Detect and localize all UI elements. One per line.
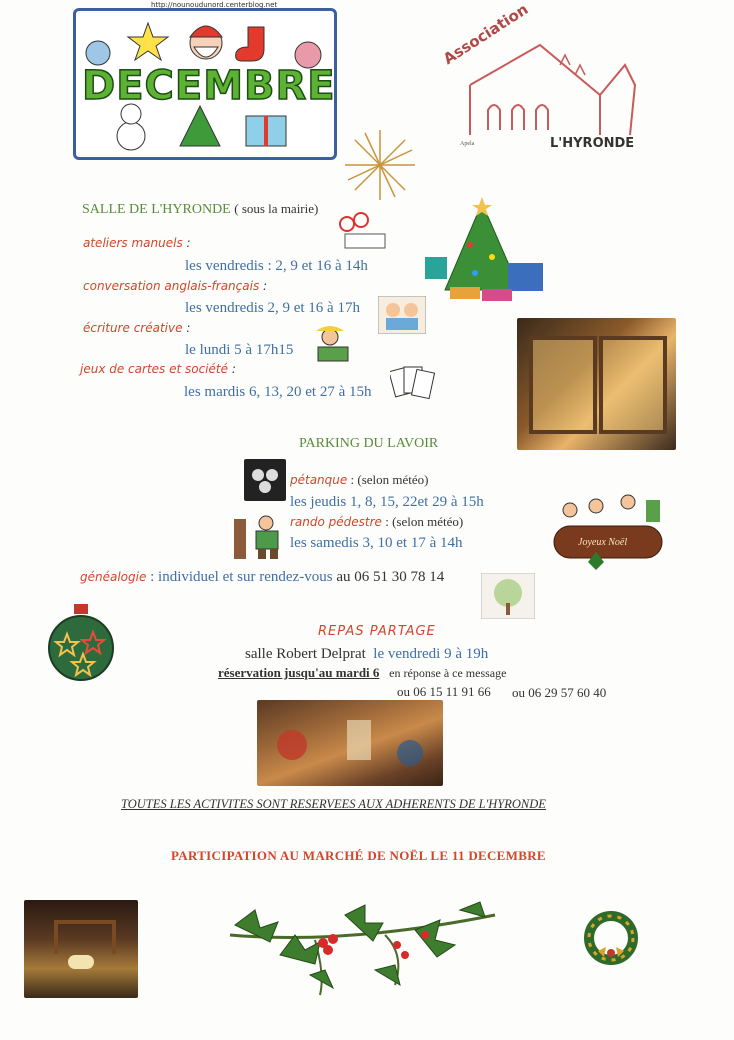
repas-place-line	[245, 646, 488, 663]
hiker-icon	[232, 509, 288, 561]
repas-reservation-line	[218, 665, 506, 681]
genealogie-name: généalogie	[80, 570, 147, 584]
christmas-tree-icon	[420, 195, 550, 305]
writing-child-icon	[310, 325, 355, 365]
salle-subtitle: ( sous la mairie)	[234, 201, 319, 216]
activity-schedule: les samedis 3, 10 et 17 à 14h	[290, 535, 463, 551]
repas-reply: en réponse à ce message	[389, 666, 507, 680]
association-name: L'HYRONDE	[550, 136, 635, 151]
log-sign: Joyeux Noël	[578, 537, 628, 548]
repas-phone-1: ou 06 15 11 91 66	[397, 684, 491, 699]
stocking-icon	[236, 27, 264, 61]
blue-bauble-icon	[86, 41, 110, 65]
feast-painting	[257, 700, 443, 786]
activity-label	[80, 362, 236, 376]
association-logo	[440, 0, 660, 160]
members-notice: TOUTES LES ACTIVITES SONT RESERVEES AUX ADHERENTS DE L'HYRONDE	[121, 797, 546, 811]
yule-log	[548, 490, 668, 580]
salle-heading	[82, 201, 318, 218]
star-burst-icon	[345, 130, 415, 200]
december-banner	[73, 1, 337, 160]
activity-suffix: :	[263, 279, 268, 293]
marche-notice: PARTICIPATION AU MARCHÉ DE NOËL LE 11 DECEMBRE	[171, 848, 546, 863]
parking-activity-label	[290, 514, 463, 530]
repas-reservation: réservation jusqu'au mardi 6	[218, 665, 380, 680]
activity-label	[83, 279, 267, 293]
repas-phone-2: ou 06 29 57 60 40	[512, 685, 607, 700]
genealogie-line	[80, 569, 444, 586]
genealogie-text: : individuel et sur rendez-vous	[146, 569, 333, 585]
ornament-ball-icon	[45, 602, 117, 682]
activity-label	[83, 236, 191, 250]
genealogie-phone: au 06 51 30 78 14	[332, 569, 445, 585]
activity-suffix: :	[231, 362, 236, 376]
activity-name: rando pédestre	[290, 515, 382, 529]
playing-cards-icon	[390, 363, 435, 401]
nativity-photo	[24, 900, 138, 998]
petanque-icon	[244, 459, 286, 501]
activity-note: : (selon météo)	[381, 514, 464, 529]
activity-schedule: les vendredis 2, 9 et 16 à 17h	[185, 300, 360, 316]
scissors-icon	[335, 212, 390, 252]
activity-note: : (selon météo)	[347, 472, 429, 487]
repas-date: le vendredi 9 à 19h	[373, 646, 489, 662]
parking-title: PARKING DU LAVOIR	[299, 436, 439, 451]
wreath-icon	[580, 907, 642, 969]
activity-name: conversation anglais-français	[83, 279, 260, 293]
activity-name: écriture créative	[83, 321, 183, 335]
activity-schedule: le lundi 5 à 17h15	[185, 342, 294, 358]
window-photo	[517, 318, 676, 450]
activity-name: pétanque	[290, 473, 348, 487]
activity-label	[83, 321, 190, 335]
christmas-tree-icon	[180, 106, 220, 146]
children-icon	[378, 296, 426, 334]
banner-url: http://nounoudunord.centerblog.net	[151, 1, 278, 9]
activity-name: ateliers manuels	[83, 236, 183, 250]
family-tree-icon	[481, 573, 535, 619]
salle-title: SALLE DE L'HYRONDE	[82, 202, 231, 217]
activity-schedule: les jeudis 1, 8, 15, 22et 29 à 15h	[290, 494, 484, 510]
star-icon	[128, 23, 168, 60]
snowman-icon	[117, 122, 145, 150]
activity-suffix: :	[186, 321, 191, 335]
activity-schedule: les mardis 6, 13, 20 et 27 à 15h	[184, 384, 372, 400]
banner-title: DECEMBRE	[82, 63, 336, 109]
repas-title: REPAS PARTAGE	[318, 624, 436, 639]
parking-activity-label	[290, 472, 429, 488]
repas-place: salle Robert Delprat	[245, 646, 366, 662]
activity-name: jeux de cartes et société	[80, 362, 228, 376]
signature: Apela	[460, 141, 475, 147]
holly-branch-icon	[225, 895, 500, 1000]
activity-schedule: les vendredis : 2, 9 et 16 à 14h	[185, 258, 368, 274]
activity-suffix: :	[186, 236, 191, 250]
association-word: Association	[440, 0, 532, 69]
